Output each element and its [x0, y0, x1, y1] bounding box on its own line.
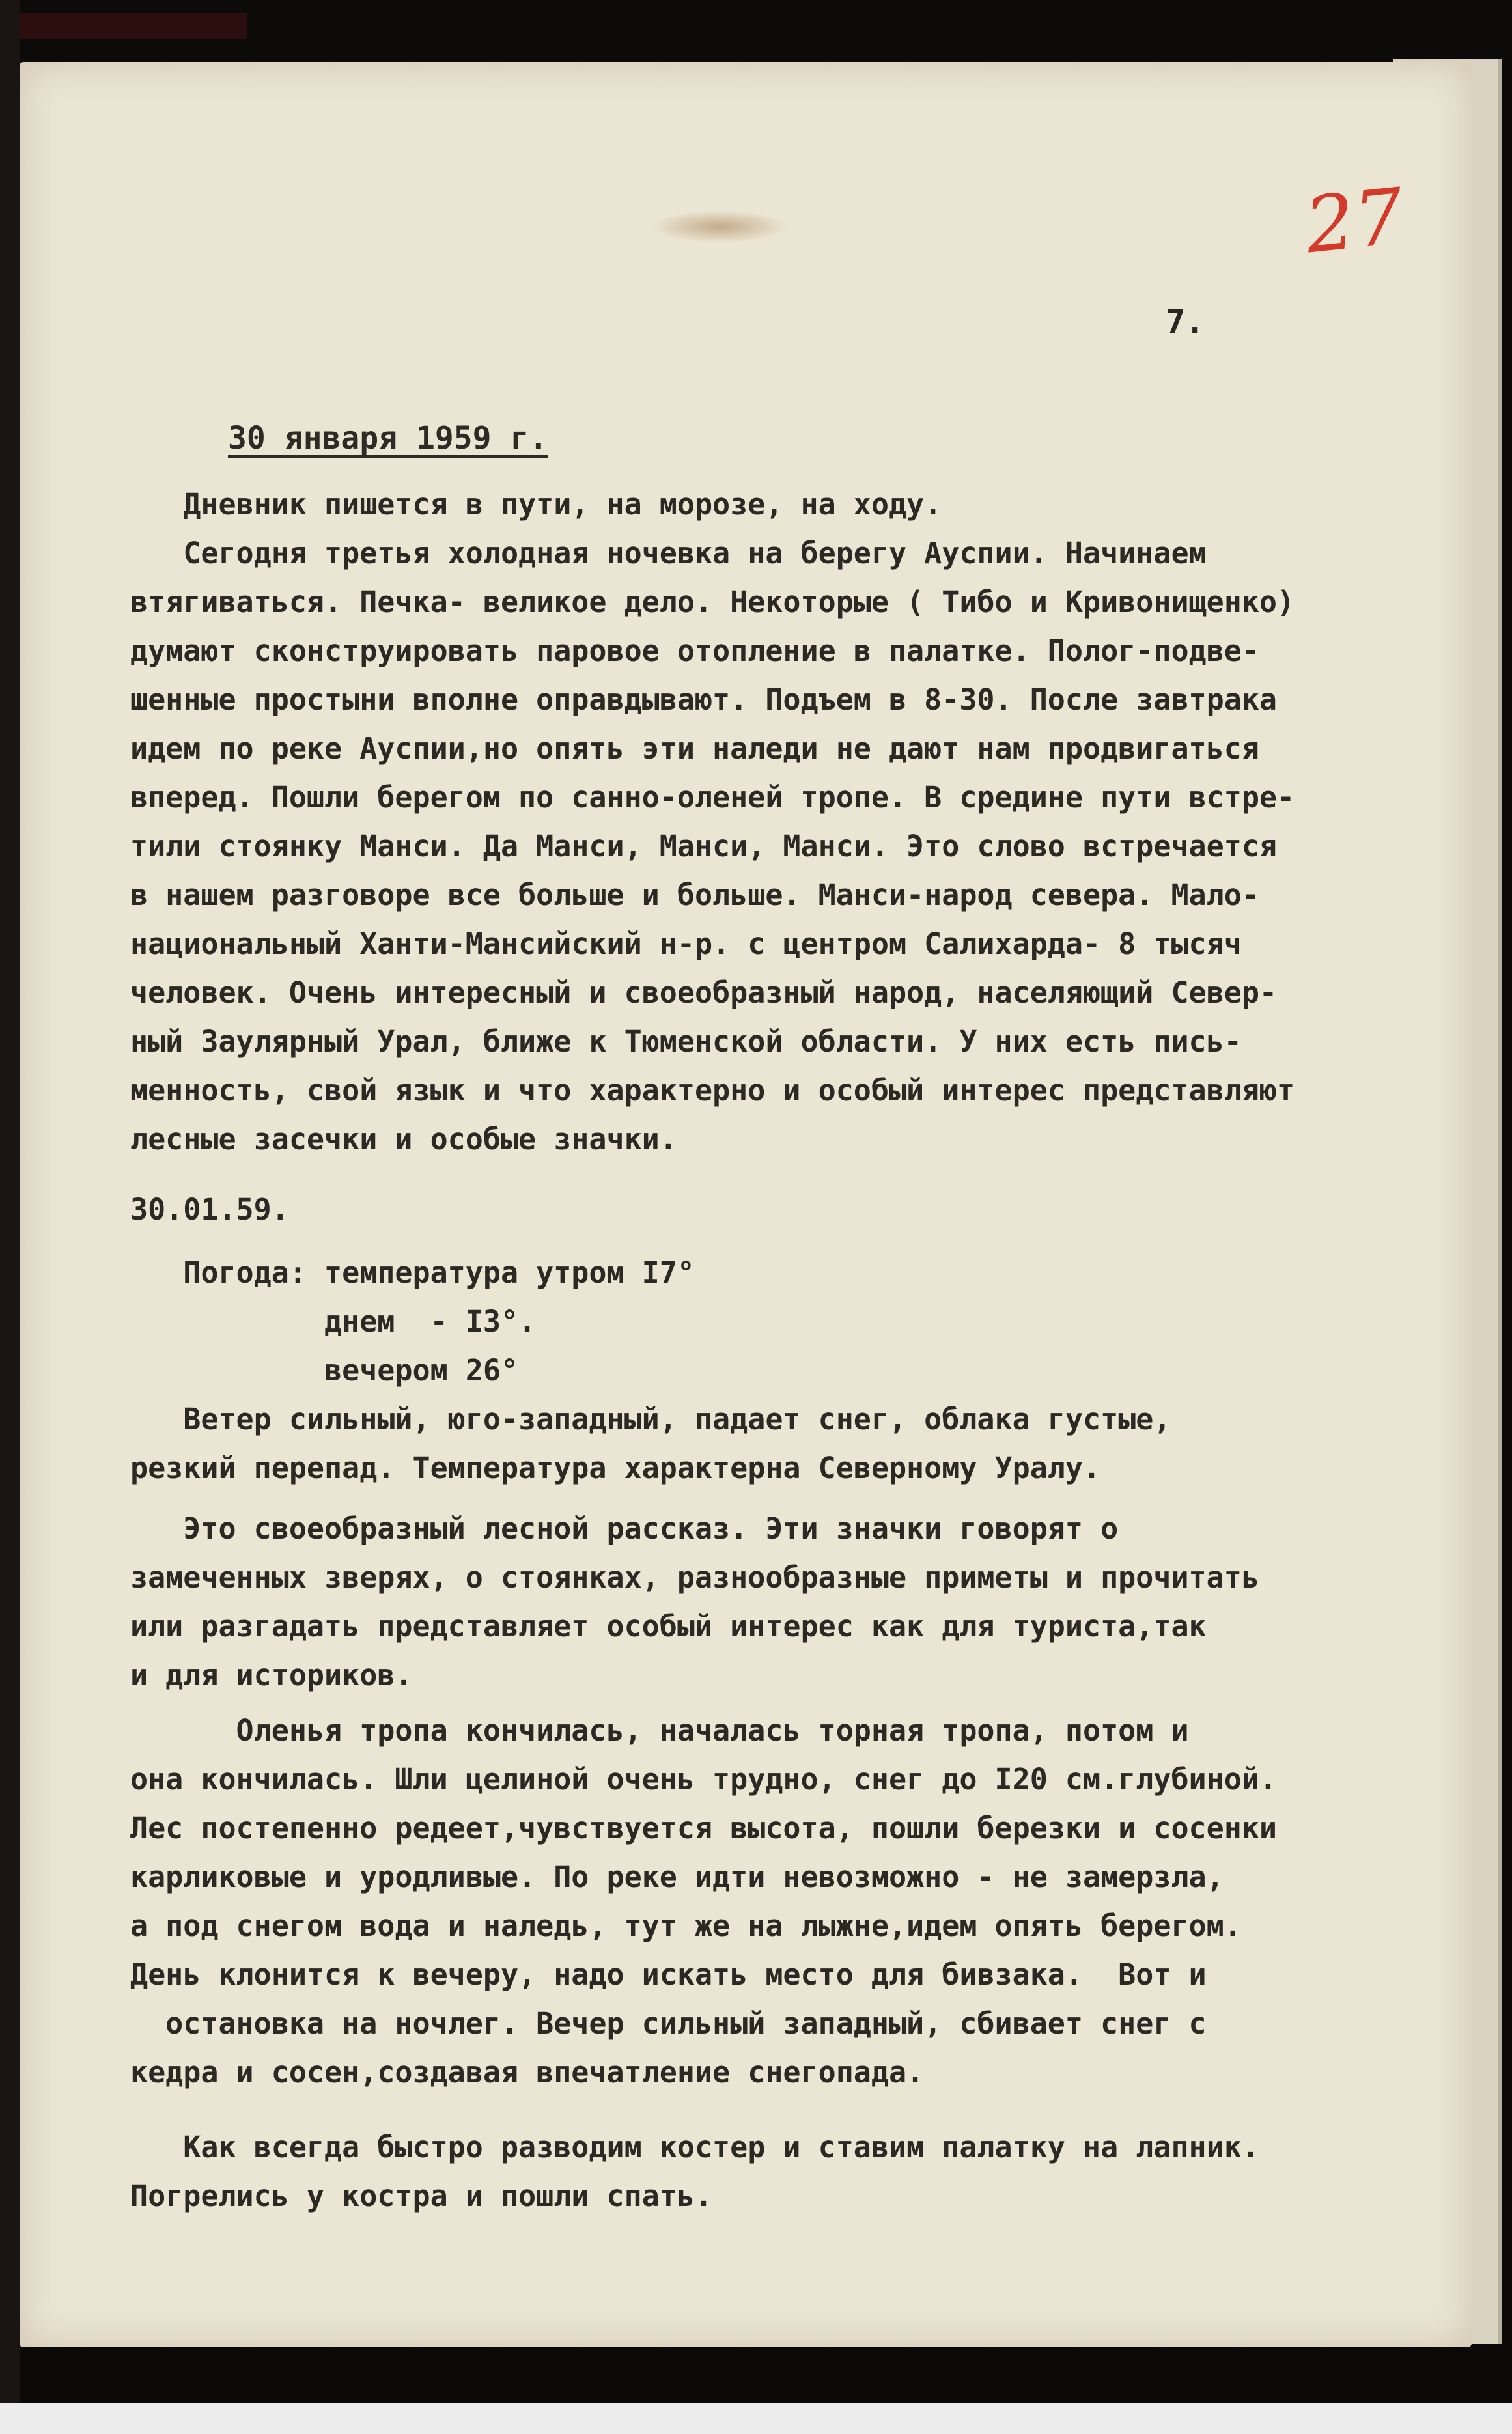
- red-binding-tab: [13, 13, 247, 39]
- diary-paragraph-1: Дневник пишется в пути, на морозе, на ходу. Сегодня третья холодная ночевка на берегу Ауспии. Начинаем втягиваться. Печка- великое дело. Некоторые ( Тибо и Кривонищенко) думают сконструировать паровое отопление в палатке. Полог-подве- шенные простыни вполне оправдывают. Подъем в 8-30. После завтрака идем по реке Ауспии,но опять эти наледи не дают нам продвигаться вперед. Пошли берегом по санно-оленей тропе. В средине пути встре- тили стоянку Манси. Да Манси, Манси, Манси. Это слово встречается в нашем разговоре все больше и больше. Манси-народ севера. Мало- национальный Ханти-Мансийский н-р. с центром Салихарда- 8 тысяч человек. Очень интересный и своеобразный народ, населяющий Север- ный Заулярный Урал, ближе к Тюменской области. У них есть пись- менность, свой язык и что характерно и особый интерес представляют лесные засечки и особые значки.: [130, 487, 1295, 1156]
- paper-stain: [651, 210, 788, 243]
- diary-paragraph-5: Как всегда быстро разводим костер и ставим палатку на лапник. Погрелись у костра и пошли спать.: [130, 2130, 1259, 2213]
- diary-date-short: 30.01.59.: [130, 1192, 289, 1227]
- diary-paragraph-3: Это своеобразный лесной рассказ. Эти значки говорят о замеченных зверях, о стоянках, разнообразные приметы и прочитать или разгадать представляет особый интерес как для туриста,так и для историков.: [130, 1511, 1259, 1692]
- diary-paragraph-2: Ветер сильный, юго-западный, падает снег, облака густые, резкий перепад. Температура характерна Северному Уралу.: [130, 1402, 1171, 1485]
- diary-paragraph-4: Оленья тропа кончилась, началась торная тропа, потом и она кончилась. Шли целиной очень трудно, снег до I20 см.глубиной. Лес постепенно редеет,чувствуется высота, пошли березки и сосенки карликовые и уродливые. По реке идти невозможно - не замерзла, а под снегом вода и наледь, тут же на лыжне,идем опять берегом. День клонится к вечеру, надо искать место для бивзака. Вот и остановка на ночлег. Вечер сильный западный, сбивает снег с кедра и сосен,создавая впечатление снегопада.: [130, 1713, 1277, 2090]
- weather-block: Погода: температура утром I7° днем - I3°. вечером 26°: [183, 1255, 695, 1388]
- typewritten-page: [20, 62, 1472, 2347]
- scan-bottom-edge: [0, 2403, 1512, 2434]
- diary-date-heading: 30 января 1959 г.: [228, 420, 548, 456]
- page-number: 7.: [1166, 303, 1205, 341]
- archive-page-number: 27: [1301, 171, 1408, 271]
- left-binding-edge: [0, 0, 20, 2434]
